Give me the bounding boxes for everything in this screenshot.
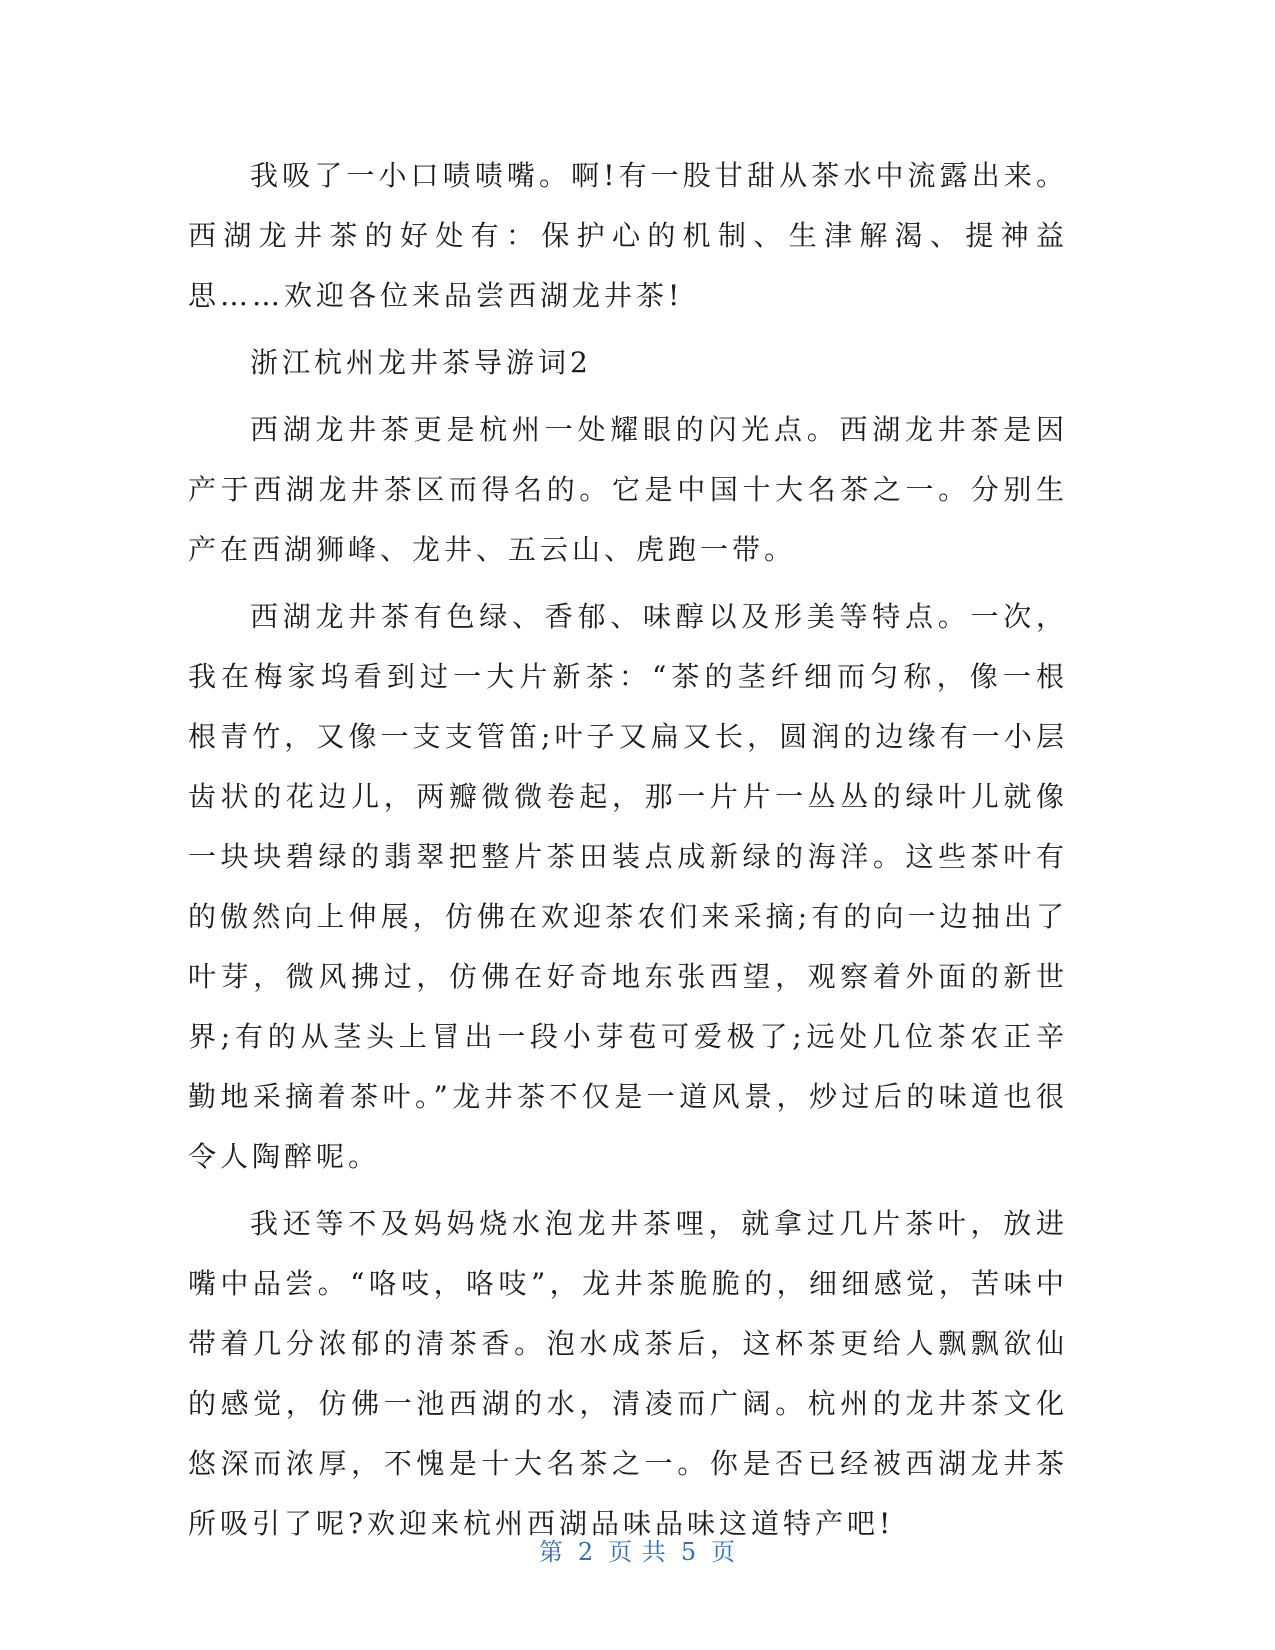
paragraph-tasting: 我还等不及妈妈烧水泡龙井茶哩，就拿过几片茶叶，放进嘴中品尝。“咯吱，咯吱”，龙井茶脆脆的，细细感觉，苦味中带着几分浓郁的清茶香。泡水成茶后，这杯茶更给人飘飘欲仙的感觉，仿佛一池西湖的水，清凌而广阔。杭州的龙井茶文化悠深而浓厚，不愧是十大名茶之一。你是否已经被西湖龙井茶所吸引了呢?欢迎来杭州西湖品味品味这道特产吧! — [188, 1207, 1068, 1540]
section-heading: 浙江杭州龙井茶导游词2 — [250, 346, 592, 379]
current-page-number: 2 — [577, 1538, 595, 1566]
footer-middle: 页 共 — [608, 1538, 667, 1566]
footer-prefix: 第 — [538, 1538, 564, 1566]
page-footer — [0, 1532, 1275, 1567]
document-body — [188, 146, 1068, 1561]
footer-suffix: 页 — [711, 1538, 737, 1566]
total-pages-number: 5 — [680, 1538, 698, 1566]
paragraph-intro: 西湖龙井茶更是杭州一处耀眼的闪光点。西湖龙井茶是因产于西湖龙井茶区而得名的。它是中国十大名茶之一。分别生产在西湖狮峰、龙井、五云山、虎跑一带。 — [188, 413, 1068, 566]
paragraph-features: 西湖龙井茶有色绿、香郁、味醇以及形美等特点。一次，我在梅家坞看到过一大片新茶：“茶的茎纤细而匀称，像一根根青竹，又像一支支管笛;叶子又扁又长，圆润的边缘有一小层齿状的花边儿，两瓣微微卷起，那一片片一丛丛的绿叶儿就像一块块碧绿的翡翠把整片茶田装点成新绿的海洋。这些茶叶有的傲然向上伸展，仿佛在欢迎茶农们来采摘;有的向一边抽出了叶芽，微风拂过，仿佛在好奇地东张西望，观察着外面的新世界;有的从茎头上冒出一段小芽苞可爱极了;远处几位茶农正辛勤地采摘着茶叶。”龙井茶不仅是一道风景，炒过后的味道也很令人陶醉呢。 — [188, 600, 1068, 1173]
paragraph-tea-taste: 我吸了一小口啧啧嘴。啊!有一股甘甜从茶水中流露出来。西湖龙井茶的好处有：保护心的机制、生津解渴、提神益思……欢迎各位来品尝西湖龙井茶! — [188, 159, 1068, 312]
